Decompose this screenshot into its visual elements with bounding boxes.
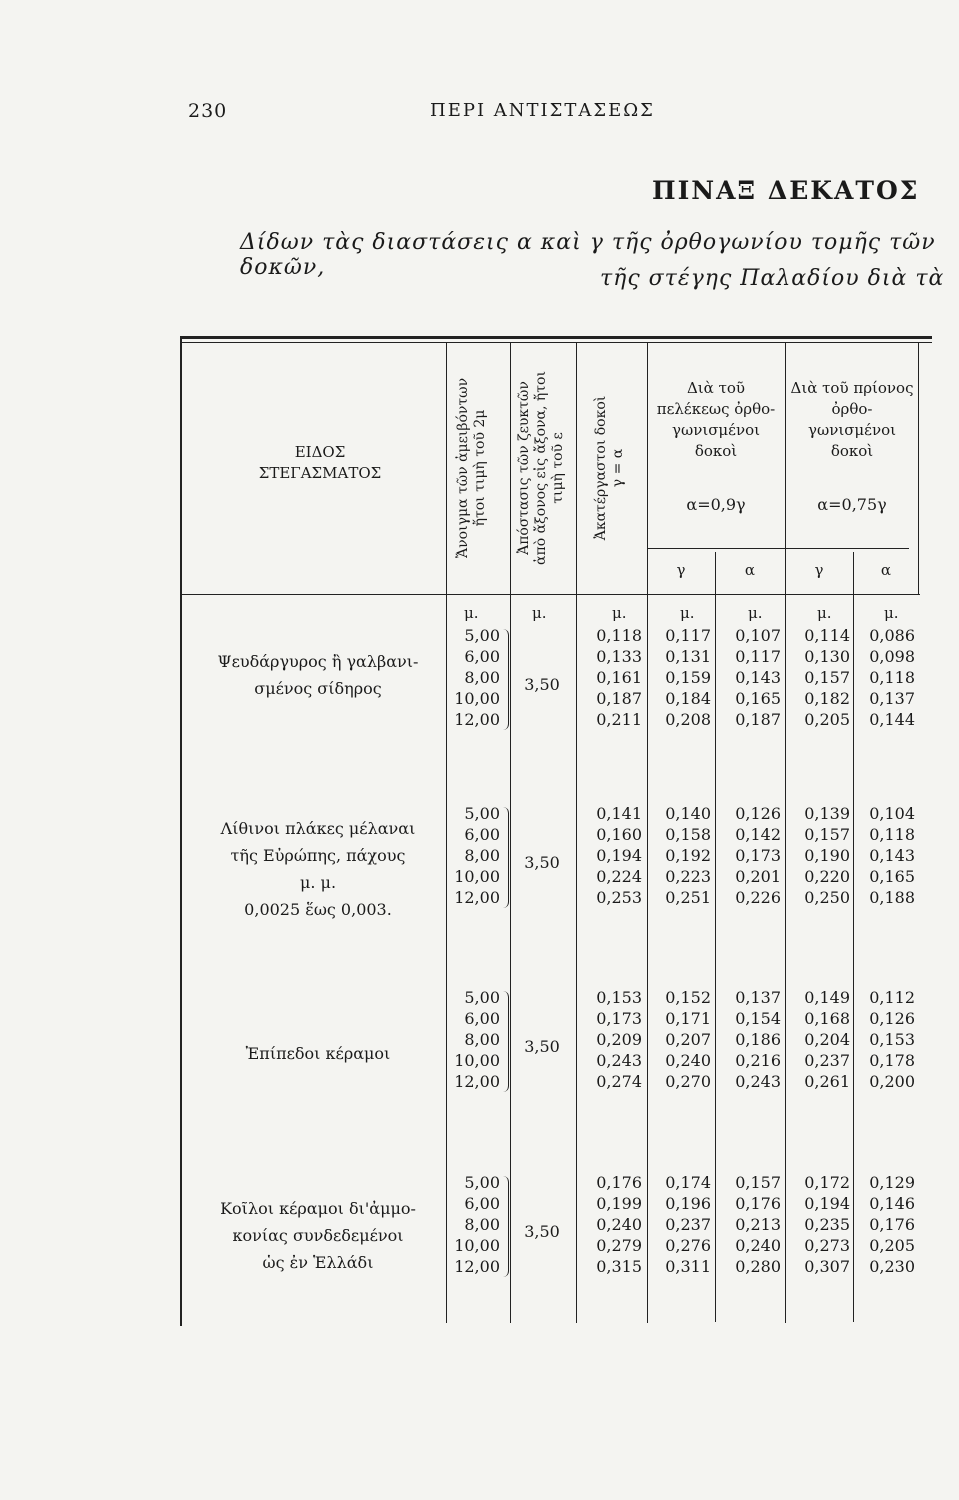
dimension-cell: 0,130 — [804, 647, 850, 666]
dimension-cell: 0,160 — [596, 825, 642, 844]
dimension-cell: 0,223 — [665, 867, 711, 886]
opening-cell: 8,00 — [464, 1030, 500, 1049]
dimension-cell: 0,279 — [596, 1236, 642, 1255]
dimension-cell: 0,142 — [735, 825, 781, 844]
dimension-cell: 0,104 — [869, 804, 915, 823]
dimension-cell: 0,205 — [869, 1236, 915, 1255]
subheader-rule — [647, 548, 909, 549]
row-group-label-line: Ψευδάργυρος ἢ γαλβανι- — [217, 652, 419, 671]
dimension-cell: 0,154 — [735, 1009, 781, 1028]
subheader-alpha-saw: α — [880, 561, 892, 579]
dimension-cell: 0,098 — [869, 647, 915, 666]
dimension-cell: 0,211 — [596, 710, 642, 729]
opening-cell: 10,00 — [454, 1051, 500, 1070]
row-group-label-line: μ. μ. — [299, 873, 337, 892]
dimension-cell: 0,133 — [596, 647, 642, 666]
dimension-cell: 0,240 — [735, 1236, 781, 1255]
dimension-cell: 0,235 — [804, 1215, 850, 1234]
dimension-cell: 0,144 — [869, 710, 915, 729]
dimension-cell: 0,171 — [665, 1009, 711, 1028]
opening-cell: 5,00 — [464, 626, 500, 645]
dimension-cell: 0,216 — [735, 1051, 781, 1070]
opening-cell: 8,00 — [464, 668, 500, 687]
dimension-cell: 0,118 — [869, 825, 915, 844]
header-bottom-rule — [180, 594, 920, 595]
dimension-cell: 0,237 — [804, 1051, 850, 1070]
dimension-cell: 0,200 — [869, 1072, 915, 1091]
dimension-cell: 0,129 — [869, 1173, 915, 1192]
dimension-cell: 0,153 — [869, 1030, 915, 1049]
row-group-label-line: σμένος σίδηρος — [254, 679, 382, 698]
dimension-cell: 0,165 — [735, 689, 781, 708]
dimension-cell: 0,270 — [665, 1072, 711, 1091]
truss-spacing-value: 3,50 — [524, 1222, 560, 1241]
truss-spacing-value: 3,50 — [524, 675, 560, 694]
dimension-cell: 0,315 — [596, 1257, 642, 1276]
dimension-cell: 0,243 — [596, 1051, 642, 1070]
column-header-saw: Διὰ τοῦ πρίονος ὀρθο-γωνισμένοι δοκοὶ — [790, 379, 914, 460]
dimension-cell: 0,213 — [735, 1215, 781, 1234]
dimension-cell: 0,172 — [804, 1173, 850, 1192]
dimension-cell: 0,114 — [804, 626, 850, 645]
dimension-cell: 0,157 — [804, 668, 850, 687]
row-group-label-line: τῆς Εὐρώπης, πάχους — [230, 846, 406, 865]
dimension-cell: 0,230 — [869, 1257, 915, 1276]
dimension-cell: 0,204 — [804, 1030, 850, 1049]
row-group-label-line: 0,0025 ἕως 0,003. — [244, 900, 392, 919]
dimension-cell: 0,174 — [665, 1173, 711, 1192]
row-group-label-line: κονίας συνδεδεμένοι — [232, 1226, 404, 1245]
table-top-rule — [180, 336, 932, 339]
opening-cell: 5,00 — [464, 804, 500, 823]
opening-cell: 6,00 — [464, 1194, 500, 1213]
dimension-cell: 0,220 — [804, 867, 850, 886]
running-title: ΠΕΡΙ ΑΝΤΙΣΤΑΣΕΩΣ — [430, 100, 655, 121]
dimension-cell: 0,176 — [869, 1215, 915, 1234]
truss-spacing-value: 3,50 — [524, 853, 560, 872]
dimension-cell: 0,153 — [596, 988, 642, 1007]
dimension-cell: 0,161 — [596, 668, 642, 687]
dimension-cell: 0,226 — [735, 888, 781, 907]
row-group-brace — [502, 629, 509, 730]
axe-formula: α=0,9γ — [686, 495, 746, 514]
table-top-rule-thin — [180, 342, 932, 343]
dimension-cell: 0,237 — [665, 1215, 711, 1234]
unit-label: μ. — [464, 604, 479, 622]
table-subtitle-line-2: τῆς στέγης Παλαδίου διὰ τὰ — [600, 266, 945, 291]
opening-cell: 6,00 — [464, 825, 500, 844]
dimension-cell: 0,157 — [735, 1173, 781, 1192]
dimension-cell: 0,250 — [804, 888, 850, 907]
row-group-label-line: ὡς ἐν Ἑλλάδι — [262, 1253, 374, 1272]
row-group-label-line: Ἐπίπεδοι κέραμοι — [245, 1044, 391, 1063]
opening-cell: 8,00 — [464, 1215, 500, 1234]
opening-cell: 10,00 — [454, 689, 500, 708]
dimension-cell: 0,176 — [596, 1173, 642, 1192]
opening-cell: 6,00 — [464, 647, 500, 666]
dimension-cell: 0,190 — [804, 846, 850, 865]
unit-label: μ. — [612, 604, 627, 622]
dimension-cell: 0,146 — [869, 1194, 915, 1213]
opening-cell: 8,00 — [464, 846, 500, 865]
row-group-label-line: Κοῖλοι κέραμοι δι'ἀμμο- — [220, 1199, 416, 1218]
dimension-cell: 0,186 — [735, 1030, 781, 1049]
saw-formula: α=0,75γ — [817, 495, 887, 514]
dimension-cell: 0,274 — [596, 1072, 642, 1091]
dimension-cell: 0,209 — [596, 1030, 642, 1049]
dimension-cell: 0,152 — [665, 988, 711, 1007]
dimension-cell: 0,168 — [804, 1009, 850, 1028]
dimension-cell: 0,194 — [596, 846, 642, 865]
dimension-cell: 0,311 — [665, 1257, 711, 1276]
dimension-cell: 0,276 — [665, 1236, 711, 1255]
dimension-cell: 0,240 — [596, 1215, 642, 1234]
dimension-cell: 0,137 — [869, 689, 915, 708]
dimension-cell: 0,273 — [804, 1236, 850, 1255]
opening-cell: 10,00 — [454, 867, 500, 886]
dimension-cell: 0,187 — [596, 689, 642, 708]
dimension-cell: 0,126 — [869, 1009, 915, 1028]
row-group-brace — [502, 807, 509, 908]
dimension-cell: 0,173 — [735, 846, 781, 865]
dimension-cell: 0,224 — [596, 867, 642, 886]
dimension-cell: 0,118 — [869, 668, 915, 687]
row-group-brace — [502, 991, 509, 1092]
dimension-cell: 0,086 — [869, 626, 915, 645]
dimension-cell: 0,143 — [869, 846, 915, 865]
dimension-cell: 0,117 — [735, 647, 781, 666]
dimension-cell: 0,157 — [804, 825, 850, 844]
truss-spacing-value: 3,50 — [524, 1037, 560, 1056]
dimension-cell: 0,199 — [596, 1194, 642, 1213]
table-subtitle-line-1: Δίδων τὰς διαστάσεις α καὶ γ τῆς ὀρθογωνίου τομῆς τῶν δοκῶν, — [240, 230, 936, 280]
dimension-cell: 0,243 — [735, 1072, 781, 1091]
dimension-cell: 0,131 — [665, 647, 711, 666]
column-header-opening: Ἄνοιγμα τῶν ἀμειβόντων ἤτοι τιμὴ τοῦ 2μ — [455, 377, 488, 559]
dimension-cell: 0,143 — [735, 668, 781, 687]
dimension-cell: 0,187 — [735, 710, 781, 729]
dimension-cell: 0,126 — [735, 804, 781, 823]
table-left-rule — [180, 336, 182, 1326]
unit-label: μ. — [748, 604, 763, 622]
dimension-cell: 0,165 — [869, 867, 915, 886]
dimension-cell: 0,159 — [665, 668, 711, 687]
dimension-cell: 0,240 — [665, 1051, 711, 1070]
dimension-cell: 0,194 — [804, 1194, 850, 1213]
dimension-cell: 0,118 — [596, 626, 642, 645]
subheader-gamma-saw: γ — [814, 561, 824, 579]
opening-cell: 5,00 — [464, 988, 500, 1007]
dimension-cell: 0,184 — [665, 689, 711, 708]
dimension-cell: 0,141 — [596, 804, 642, 823]
dimension-cell: 0,107 — [735, 626, 781, 645]
dimension-cell: 0,176 — [735, 1194, 781, 1213]
dimension-cell: 0,112 — [869, 988, 915, 1007]
dimension-cell: 0,173 — [596, 1009, 642, 1028]
dimension-cell: 0,307 — [804, 1257, 850, 1276]
dimension-cell: 0,251 — [665, 888, 711, 907]
unit-label: μ. — [884, 604, 899, 622]
dimension-cell: 0,261 — [804, 1072, 850, 1091]
column-header-rough-beams: Ἀκατέργαστοι δοκοὶ γ = α — [593, 395, 626, 541]
dimension-cell: 0,201 — [735, 867, 781, 886]
dimension-cell: 0,208 — [665, 710, 711, 729]
subheader-alpha-axe: α — [744, 561, 756, 579]
dimension-cell: 0,137 — [735, 988, 781, 1007]
dimension-cell: 0,205 — [804, 710, 850, 729]
dimension-cell: 0,280 — [735, 1257, 781, 1276]
column-header-distance: Ἀπόστασις τῶν ζευκτῶν ἀπὸ ἄξονος εἰς ἄξονα, ἤτοι τιμὴ τοῦ ε — [516, 371, 566, 565]
subheader-gamma-axe: γ — [676, 561, 686, 579]
col-divider — [576, 343, 577, 1323]
opening-cell: 12,00 — [454, 1257, 500, 1276]
col-divider — [918, 343, 919, 595]
table-title: ΠΙΝΑΞ ΔΕΚΑΤΟΣ — [652, 176, 920, 205]
opening-cell: 5,00 — [464, 1173, 500, 1192]
row-group-label-line: Λίθινοι πλάκες μέλαναι — [220, 819, 416, 838]
dimension-cell: 0,158 — [665, 825, 711, 844]
page-number: 230 — [188, 100, 228, 122]
dimension-cell: 0,253 — [596, 888, 642, 907]
column-header-axe: Διὰ τοῦ πελέκεως ὀρθο-γωνισμένοι δοκοὶ — [656, 379, 776, 460]
opening-cell: 12,00 — [454, 1072, 500, 1091]
dimension-cell: 0,149 — [804, 988, 850, 1007]
col-divider — [510, 343, 511, 1323]
unit-label: μ. — [680, 604, 695, 622]
dimension-cell: 0,178 — [869, 1051, 915, 1070]
unit-label: μ. — [532, 604, 547, 622]
dimension-cell: 0,117 — [665, 626, 711, 645]
unit-label: μ. — [817, 604, 832, 622]
col-divider — [715, 552, 716, 1322]
column-header-kind: ΕΙΔΟΣ ΣΤΕΓΑΣΜΑΤΟΣ — [258, 443, 382, 482]
dimension-cell: 0,207 — [665, 1030, 711, 1049]
opening-cell: 12,00 — [454, 710, 500, 729]
opening-cell: 12,00 — [454, 888, 500, 907]
opening-cell: 10,00 — [454, 1236, 500, 1255]
dimension-cell: 0,182 — [804, 689, 850, 708]
opening-cell: 6,00 — [464, 1009, 500, 1028]
dimension-cell: 0,139 — [804, 804, 850, 823]
dimension-cell: 0,140 — [665, 804, 711, 823]
dimension-cell: 0,196 — [665, 1194, 711, 1213]
dimension-cell: 0,188 — [869, 888, 915, 907]
row-group-brace — [502, 1176, 509, 1277]
dimension-cell: 0,192 — [665, 846, 711, 865]
